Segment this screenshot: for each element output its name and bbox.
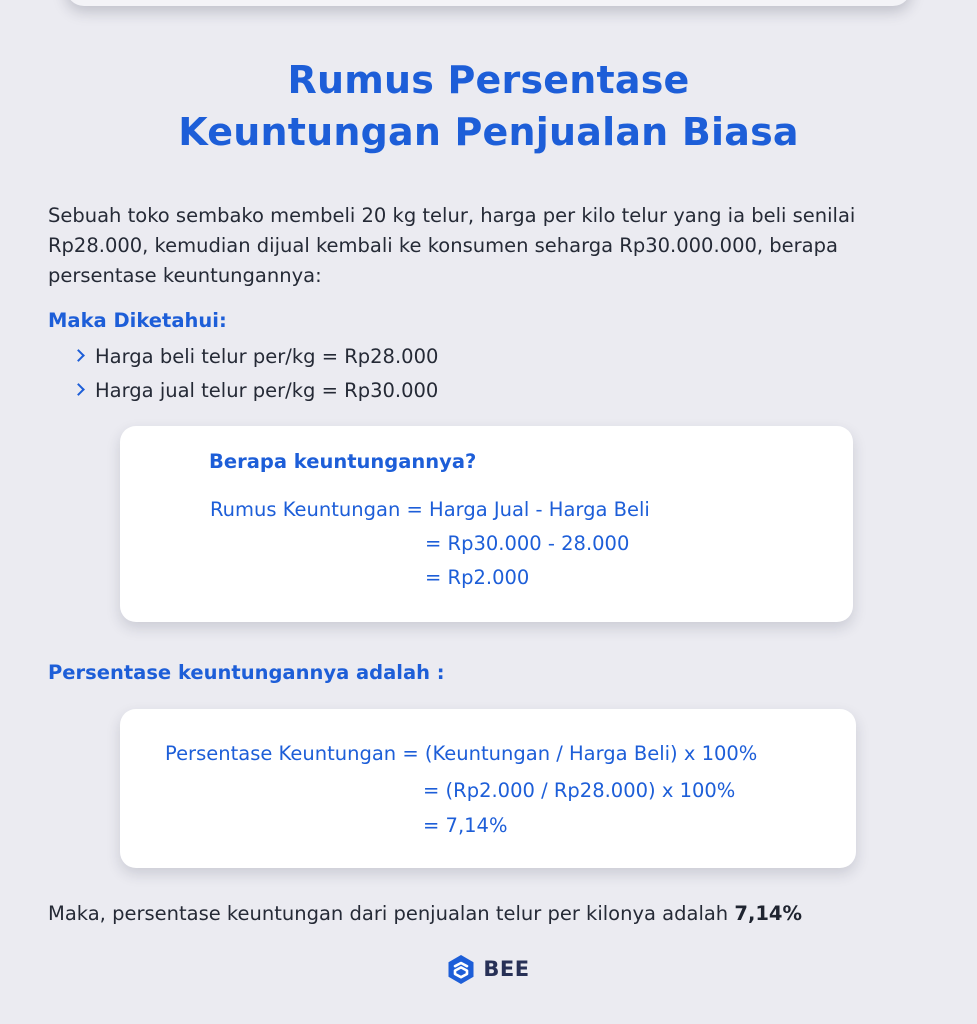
- conclusion: [48, 898, 802, 930]
- known-item: [74, 374, 438, 408]
- profit-formula-card: [120, 426, 853, 622]
- top-card-edge: [66, 0, 911, 6]
- known-item-text: Harga jual telur per/kg = Rp30.000: [95, 379, 439, 402]
- conclusion-text: Maka, persentase keuntungan dari penjualan telur per kilonya adalah: [48, 902, 735, 925]
- page-title-line-2: Keuntungan Penjualan Biasa: [178, 110, 799, 154]
- percentage-formula-line: = (Rp2.000 / Rp28.000) x 100%: [423, 779, 736, 802]
- profit-card-title: Berapa keuntungannya?: [209, 450, 477, 473]
- brand-footer: [0, 951, 977, 987]
- brand-name: BEE: [483, 957, 530, 981]
- chevron-right-icon: [72, 349, 85, 362]
- conclusion-value: 7,14%: [734, 902, 803, 925]
- page-title-line-1: Rumus Persentase: [287, 58, 690, 102]
- percentage-formula-line: = 7,14%: [423, 814, 508, 837]
- problem-statement: Sebuah toko sembako membeli 20 kg telur, harga per kilo telur yang ia beli senilai Rp28.000, kemudian dijual kembali ke konsumen seharga Rp30.000.000, berapa persentase keuntungannya:: [48, 204, 856, 287]
- known-item: [74, 340, 438, 374]
- page-title: [0, 54, 977, 158]
- profit-formula-line: Rumus Keuntungan = Harga Jual - Harga Beli: [210, 498, 650, 521]
- percentage-heading: Persentase keuntungannya adalah :: [48, 661, 445, 684]
- percentage-formula-line: Persentase Keuntungan = (Keuntungan / Harga Beli) x 100%: [165, 742, 758, 765]
- chevron-right-icon: [72, 383, 85, 396]
- bee-logo-icon: [447, 954, 475, 985]
- known-list: [74, 340, 438, 408]
- percentage-formula-card: [120, 709, 856, 868]
- known-heading: Maka Diketahui:: [48, 309, 227, 332]
- profit-formula-line: = Rp2.000: [425, 566, 530, 589]
- profit-formula-line: = Rp30.000 - 28.000: [425, 532, 630, 555]
- known-item-text: Harga beli telur per/kg = Rp28.000: [95, 345, 439, 368]
